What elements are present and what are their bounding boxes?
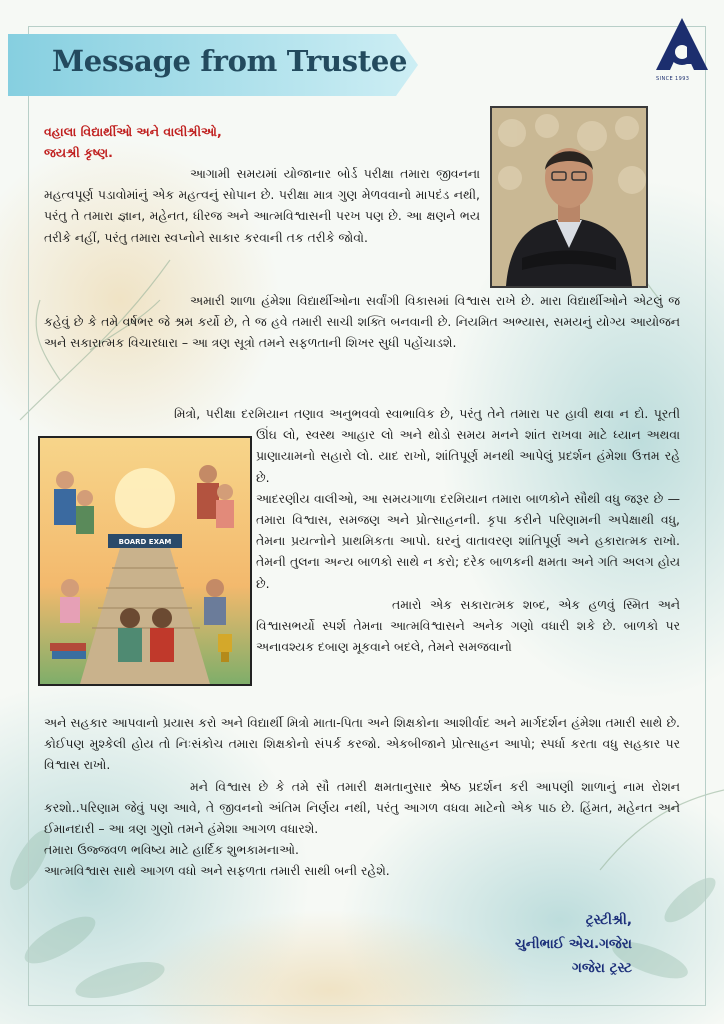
paragraph-4: આદરણીય વાલીઓ, આ સમયગાળા દરમિયાન તમારા બાળકોને સૌથી વધુ જરૂર છે — તમારા વિશ્વાસ, સમજણ અને પ્રોત્સાહનની. કૃપા કરીને પરિણામની અપેક્ષાથી વધુ, તેમના પ્રયત્નોને પ્રાથમિકતા આપો. ઘરનું વાતાવરણ શાંતિપૂર્ણ અને હકારાત્મક રાખો. તેમની તુલના અન્ય બાળકો સાથે ન કરો; દરેક બાળકની ક્ષમતા અને ગતિ અલગ હોય છે. [256, 490, 680, 591]
paragraph-2: અમારી શાળા હંમેશા વિદ્યાર્થીઓના સર્વાંગી વિકાસમાં વિશ્વાસ રાખે છે. મારા વિદ્યાર્થીઓને એટલું જ કહેવું છે કે તમે વર્ષભર જે શ્રમ કર્યો છે, તે જ હવે તમારી સાચી શક્તિ બનવાની છે. નિયમિત અભ્યાસ, સમયનું યોગ્ય આયોજન અને સકારાત્મક વિચારધારા – આ ત્રણ સૂત્રો તમને સફળતાની શિખર સુધી પહોંચાડશે. [44, 293, 680, 351]
paragraph-3: મિત્રો, પરીક્ષા દરમિયાન તણાવ અનુભવવો સ્વાભાવિક છે, પરંતુ તેને તમારા પર હાવી થવા ન દો. પૂરતી ઊંઘ લો, સ્વસ્થ આહાર લો અને થોડો સમય મનને શાંત રાખવા માટે ધ્યાન અથવા પ્રાણાયામનો સહારો લો. યાદ રાખો, શાંતિપૂર્ણ મનથી આપેલું પ્રદર્શન હંમેશા ઉત્તમ રહે છે. [174, 406, 680, 485]
school-logo [652, 14, 712, 74]
page-title: Message from Trustee [52, 44, 408, 78]
signature-title: ટ્રસ્ટીશ્રી, [585, 912, 632, 928]
signature-org: ગજેરા ટ્રસ્ટ [571, 960, 632, 976]
trustee-photo [490, 106, 648, 288]
paragraph-5a: તમારો એક સકારાત્મક શબ્દ, એક હળવું સ્મિત અને વિશ્વાસભર્યો સ્પર્શ તેમના આત્મવિશ્વાસને અનેક ગણો વધારી શકે છે. બાળકો પર અનાવશ્યક દબાણ મૂકવાને બદલે, તેમને સમજવાનો [256, 596, 680, 655]
logo-tagline: SINCE 1993 [656, 76, 690, 82]
signature-name: ચુનીભાઈ એચ.ગજેરા [514, 936, 632, 952]
banner-text: BOARD EXAM [118, 538, 172, 546]
paragraph-6: મને વિશ્વાસ છે કે તમે સૌ તમારી ક્ષમતાનુસાર શ્રેષ્ઠ પ્રદર્શન કરી આપણી શાળાનું નામ રોશન કરશો..પરિણામ જેવું પણ આવે, તે જીવનનો અંતિમ નિર્ણય નથી, પરંતુ આગળ વધવા માટેનો એક પાઠ છે. હિંમત, મહેનત અને ઈમાનદારી – આ ત્રણ ગુણો તમને હંમેશા આગળ વધારશે. [44, 778, 680, 837]
paragraph-5b: અને સહકાર આપવાનો પ્રયાસ કરો અને વિદ્યાર્થી મિત્રો માતા-પિતા અને શિક્ષકોના આશીર્વાદ અને માર્ગદર્શન હંમેશા તમારી સાથે છે. કોઈપણ મુશ્કેલી હોય તો નિઃસંકોચ તમારા શિક્ષકોનો સંપર્ક કરજો. એકબીજાને પ્રોત્સાહન આપો; સ્પર્ધા કરતા વધુ સહકાર પર વિશ્વાસ રાખો. [44, 715, 680, 773]
salutation: વહાલા વિદ્યાર્થીઓ અને વાલીશ્રીઓ, [44, 124, 222, 139]
wish-line-2: આત્મવિશ્વાસ સાથે આગળ વધો અને સફળતા તમારી સાથી બની રહેશે. [44, 863, 390, 879]
greeting: જયશ્રી કૃષ્ણ. [44, 145, 113, 160]
wish-line-1: તમારા ઉજ્જવળ ભવિષ્ય માટે હાર્દિક શુભકામનાઓ. [44, 842, 299, 858]
board-exam-illustration [38, 436, 252, 686]
paragraph-1: આગામી સમયમાં યોજાનાર બોર્ડ પરીક્ષા તમારા જીવનના મહત્વપૂર્ણ પડાવોમાંનું એક મહત્વનું સોપાન છે. પરીક્ષા માત્ર ગુણ મેળવવાનો માપદંડ નથી, પરંતુ તે તમારા જ્ઞાન, મહેનત, ધીરજ અને આત્મવિશ્વાસની પરખ પણ છે. આ ક્ષણને ભય તરીકે નહીં, પરંતુ તમારા સ્વપ્નોને સાકાર કરવાની તક તરીકે જોવો. [44, 166, 480, 245]
